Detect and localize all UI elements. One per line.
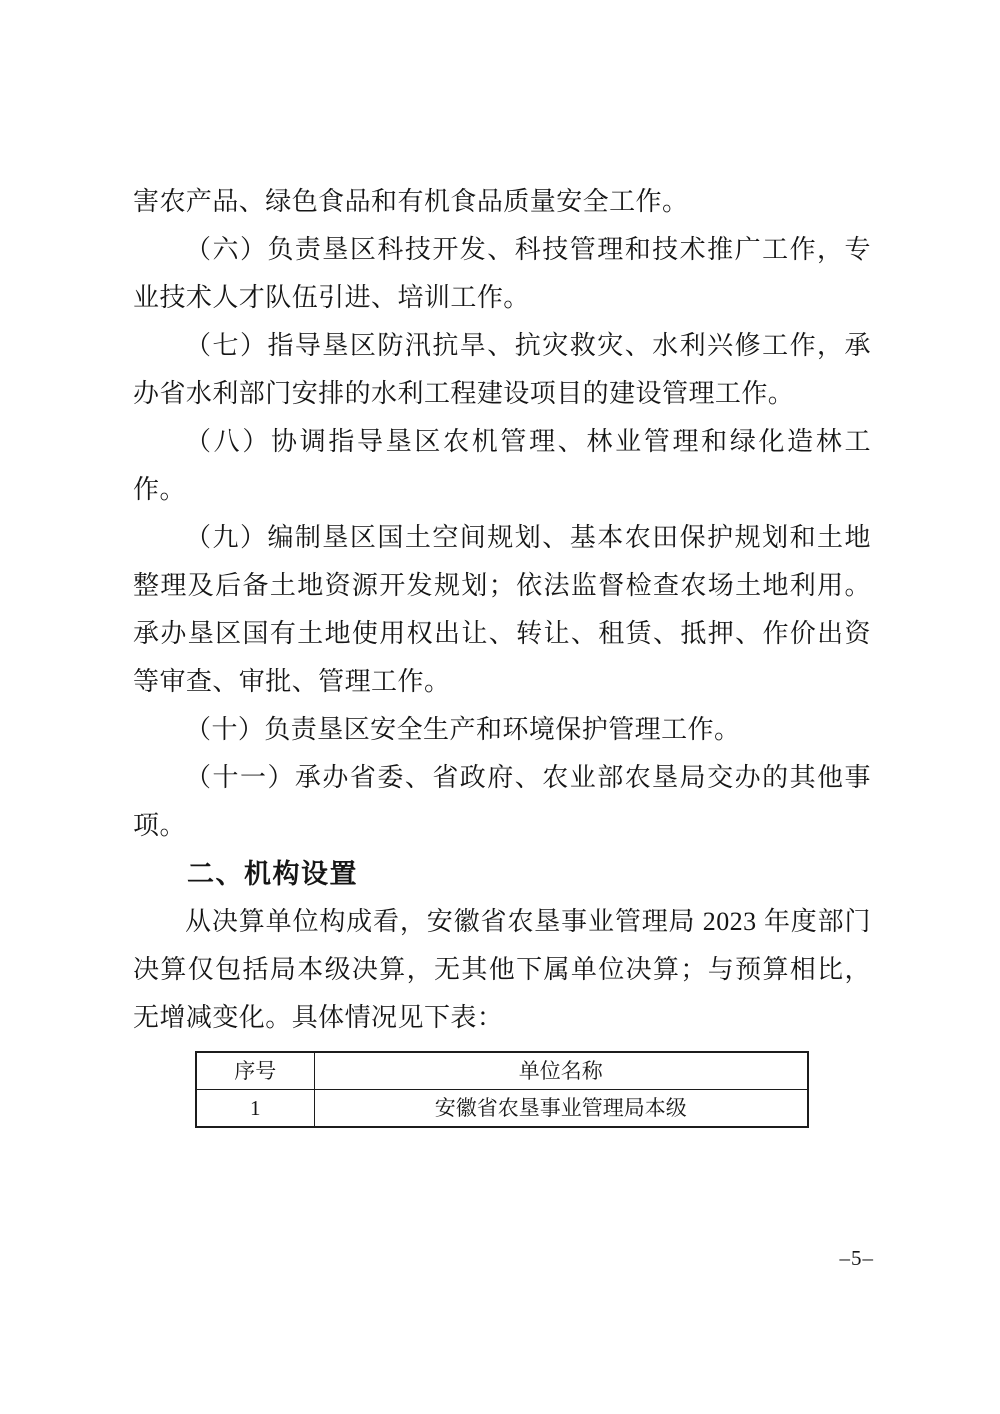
body-paragraph-intro: 从决算单位构成看，安徽省农垦事业管理局 2023 年度部门决算仅包括局本级决算，无其他下属单位决算；与预算相比，无增减变化。具体情况见下表： xyxy=(133,907,871,1032)
table-header-row xyxy=(196,1052,808,1090)
body-paragraph-item-9: （九）编制垦区国土空间规划、基本农田保护规划和土地整理及后备土地资源开发规划；依法监督检查农场土地利用。承办垦区国有土地使用权出让、转让、租赁、抵押、作价出资等审查、审批、管理工作。 xyxy=(133,523,871,696)
body-paragraph-item-8: （八）协调指导垦区农机管理、林业管理和绿化造林工作。 xyxy=(133,427,871,504)
body-paragraph-continuation: 害农产品、绿色食品和有机食品质量安全工作。 xyxy=(133,187,689,216)
body-paragraph-item-7: （七）指导垦区防汛抗旱、抗灾救灾、水利兴修工作，承办省水利部门安排的水利工程建设项目的建设管理工作。 xyxy=(133,331,871,408)
body-paragraph-item-10: （十）负责垦区安全生产和环境保护管理工作。 xyxy=(185,715,741,744)
page-number: –5– xyxy=(839,1246,874,1270)
document-body xyxy=(133,178,871,1128)
table-cell-serial: 1 xyxy=(196,1090,314,1128)
table-cell-unit-name: 安徽省农垦事业管理局本级 xyxy=(314,1090,808,1128)
table-row xyxy=(196,1090,808,1128)
org-units-table xyxy=(195,1051,809,1128)
body-paragraph-item-11: （十一）承办省委、省政府、农业部农垦局交办的其他事项。 xyxy=(133,763,871,840)
table-header-serial: 序号 xyxy=(196,1052,314,1090)
section-heading-org-setup: 二、机构设置 xyxy=(187,859,358,889)
body-paragraph-item-6: （六）负责垦区科技开发、科技管理和技术推广工作，专业技术人才队伍引进、培训工作。 xyxy=(133,235,871,312)
table-header-unit-name: 单位名称 xyxy=(314,1052,808,1090)
